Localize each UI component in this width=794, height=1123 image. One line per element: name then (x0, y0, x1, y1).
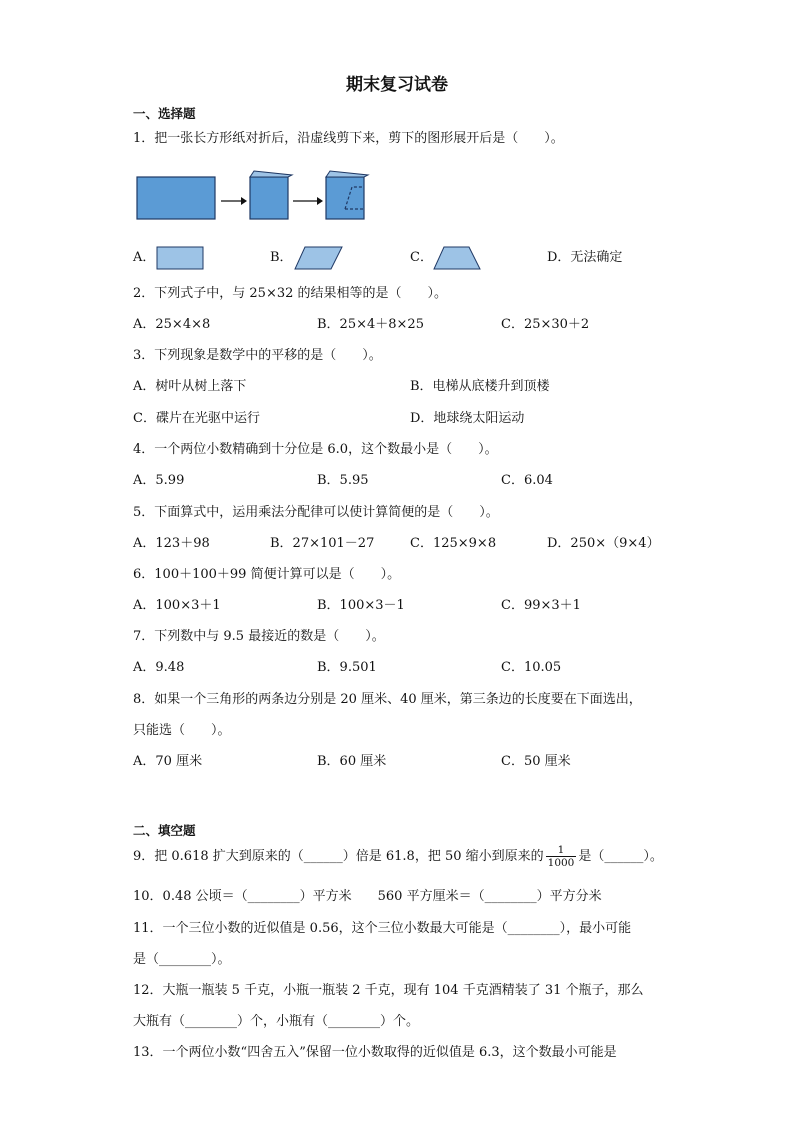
option-c-trapezoid-shape (432, 245, 482, 271)
page-title: 期末复习试卷 (346, 75, 448, 95)
option-b-parallelogram-shape (293, 245, 345, 271)
fold-diagram (133, 165, 373, 227)
option-b: B．9.501 (317, 660, 377, 675)
option-b: B．5.95 (317, 473, 369, 488)
question-5: 5．下面算式中，运用乘法分配律可以使计算简便的是（ ）。 (133, 505, 499, 520)
option-c: C．碟片在光驱中运行 (133, 411, 260, 426)
question-3: 3．下列现象是数学中的平移的是（ ）。 (133, 348, 382, 363)
option-d: D．无法确定 (547, 250, 623, 265)
question-7: 7．下列数中与 9.5 最接近的数是（ ）。 (133, 629, 385, 644)
option-a: A．123＋98 (133, 536, 210, 551)
option-c: C．125×9×8 (410, 536, 497, 551)
question-12-line-2: 大瓶有（________）个，小瓶有（________）个。 (133, 1014, 420, 1029)
option-d: D．250×（9×4） (547, 536, 660, 551)
option-c: C．25×30＋2 (501, 317, 590, 332)
fraction (546, 844, 577, 869)
option-a: A．25×4×8 (133, 317, 211, 332)
option-b: B．27×101－27 (270, 536, 375, 551)
arrow-right-icon (221, 197, 247, 205)
option-c: C．99×3＋1 (501, 598, 581, 613)
question-12-line-1: 12．大瓶一瓶装 5 千克，小瓶一瓶装 2 千克，现有 104 千克酒精装了 31 个瓶子，那么 (133, 983, 644, 998)
fraction-denominator: 1000 (547, 857, 575, 869)
option-d: D．地球绕太阳运动 (410, 411, 525, 426)
option-b: B． (270, 250, 293, 265)
option-a: A．9.48 (133, 660, 185, 675)
folded-paper-with-cut-line (326, 171, 368, 219)
option-c: C． (410, 250, 433, 265)
question-11-line-1: 11．一个三位小数的近似值是 0.56，这个三位小数最大可能是（________），最小可能 (133, 921, 632, 936)
option-c: C．6.04 (501, 473, 553, 488)
arrow-right-icon (293, 197, 323, 205)
question-9 (133, 844, 663, 869)
question-11-line-2: 是（________）。 (133, 952, 231, 967)
question-8-line-1: 8．如果一个三角形的两条边分别是 20 厘米、40 厘米，第三条边的长度要在下面选出， (133, 692, 642, 707)
option-c: C．10.05 (501, 660, 562, 675)
option-a: A．5.99 (133, 473, 185, 488)
question-9-part-1: 9．把 0.618 扩大到原来的（______）倍是 61.8，把 50 缩小到原来的 (133, 849, 544, 864)
section-heading-choice: 一、选择题 (133, 106, 196, 121)
question-6: 6．100＋100＋99 简便计算可以是（ ）。 (133, 567, 401, 582)
option-a-rectangle-shape (155, 245, 205, 271)
folded-paper (250, 171, 292, 219)
option-b: B．电梯从底楼升到顶楼 (410, 379, 550, 394)
fraction-numerator: 1 (546, 844, 577, 857)
option-b: B．25×4＋8×25 (317, 317, 424, 332)
option-a: A．100×3＋1 (133, 598, 221, 613)
question-1: 1．把一张长方形纸对折后，沿虚线剪下来，剪下的图形展开后是（ ）。 (133, 131, 564, 146)
question-10: 10．0.48 公顷＝（________）平方米 560 平方厘米＝（________）平方分米 (133, 889, 602, 904)
question-13-line-1: 13．一个两位小数“四舍五入”保留一位小数取得的近似值是 6.3，这个数最小可能是 (133, 1045, 617, 1060)
question-9-part-2: 是（______）。 (578, 849, 663, 864)
paper-rectangle (137, 177, 215, 219)
option-a: A． (133, 250, 156, 265)
option-a: A．70 厘米 (133, 754, 203, 769)
question-2: 2．下列式子中，与 25×32 的结果相等的是（ ）。 (133, 286, 448, 301)
question-4: 4．一个两位小数精确到十分位是 6.0，这个数最小是（ ）。 (133, 442, 498, 457)
option-c: C．50 厘米 (501, 754, 571, 769)
option-b: B．60 厘米 (317, 754, 387, 769)
section-heading-fill: 二、填空题 (133, 823, 196, 838)
option-a: A．树叶从树上落下 (133, 379, 247, 394)
question-8-line-2: 只能选（ ）。 (133, 723, 231, 738)
option-b: B．100×3－1 (317, 598, 405, 613)
